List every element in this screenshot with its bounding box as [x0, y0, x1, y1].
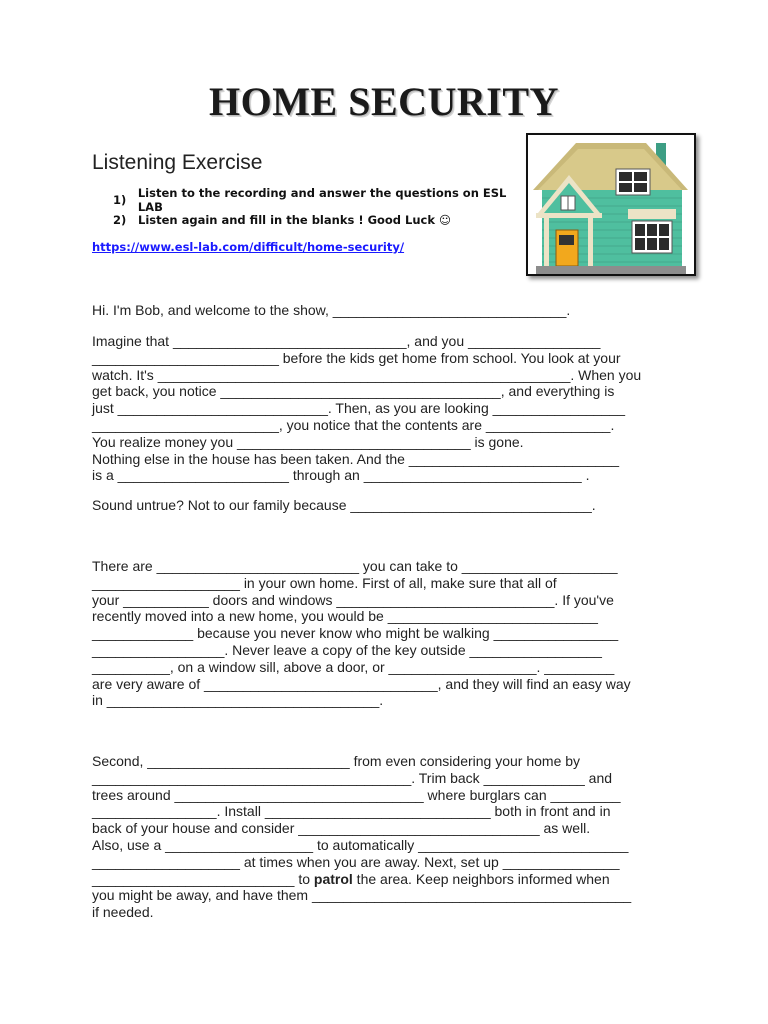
paragraph-second: [92, 753, 682, 921]
instructions-list: [113, 186, 533, 230]
instruction-text: Listen again and fill in the blanks ! Good Luck ☺: [138, 213, 452, 227]
instruction-text: Listen to the recording and answer the questions on ESL LAB: [137, 186, 507, 214]
paragraph-tips: There are __________________________ you can take to ____________________ ___________________ in your own home. First of all, make sure that all of your ___________ doors and windows ____________________________. If you've recently moved into a new home, you would be ___________________________ _____________ because you never know who might be walking ________________ _________________. Never leave a copy of the key outside _________________ __________, on a window sill, above a door, or ___________________. _________ are very aware of ______________________________, and they will find an easy way in ___________________________________.: [92, 558, 631, 709]
page-title: HOME SECURITY: [209, 79, 559, 124]
instruction-number: 1): [113, 193, 127, 207]
bold-word-patrol: patrol: [313, 870, 353, 887]
paragraph-intro: Hi. I'm Bob, and welcome to the show, ______________________________.: [92, 302, 571, 318]
house-image: [526, 133, 696, 276]
paragraph-untrue: Sound untrue? Not to our family because _______________________________.: [92, 497, 596, 513]
paragraph-second-part-2: the area. Keep neighbors informed when you might be away, and have them _________________________________________ if needed.: [92, 870, 632, 921]
instruction-number: 2): [113, 213, 127, 227]
house-illustration: [528, 135, 694, 274]
esl-lab-link[interactable]: https://www.esl-lab.com/difficult/home-security/: [92, 240, 405, 254]
instruction-item: [113, 186, 533, 214]
paragraph-imagine: Imagine that ______________________________, and you _________________ ________________________ before the kids get home from school. You look at your watch. It's _____________________________________________________. When you get back, you notice ____________________________________, and everything is just ___________________________. Then, as you are looking _________________ ________________________, you notice that the contents are ________________. You realize money you ______________________________ is gone. Nothing else in the house has been taken. And the ___________________________ is a ______________________ through an ____________________________ .: [92, 333, 642, 484]
paragraph-second-part-1: Second, __________________________ from even considering your home by _________________________________________. Trim back _____________ and trees around ________________________________ where burglars can _________ ________________. Install _____________________________ both in front and in back of your house and consider _______________________________ as well. Also, use a ___________________ to automatically ___________________________ ___________________ at times when you are away. Next, set up _______________ __________________________ to: [92, 753, 629, 887]
exercise-subtitle: Listening Exercise: [92, 151, 263, 174]
